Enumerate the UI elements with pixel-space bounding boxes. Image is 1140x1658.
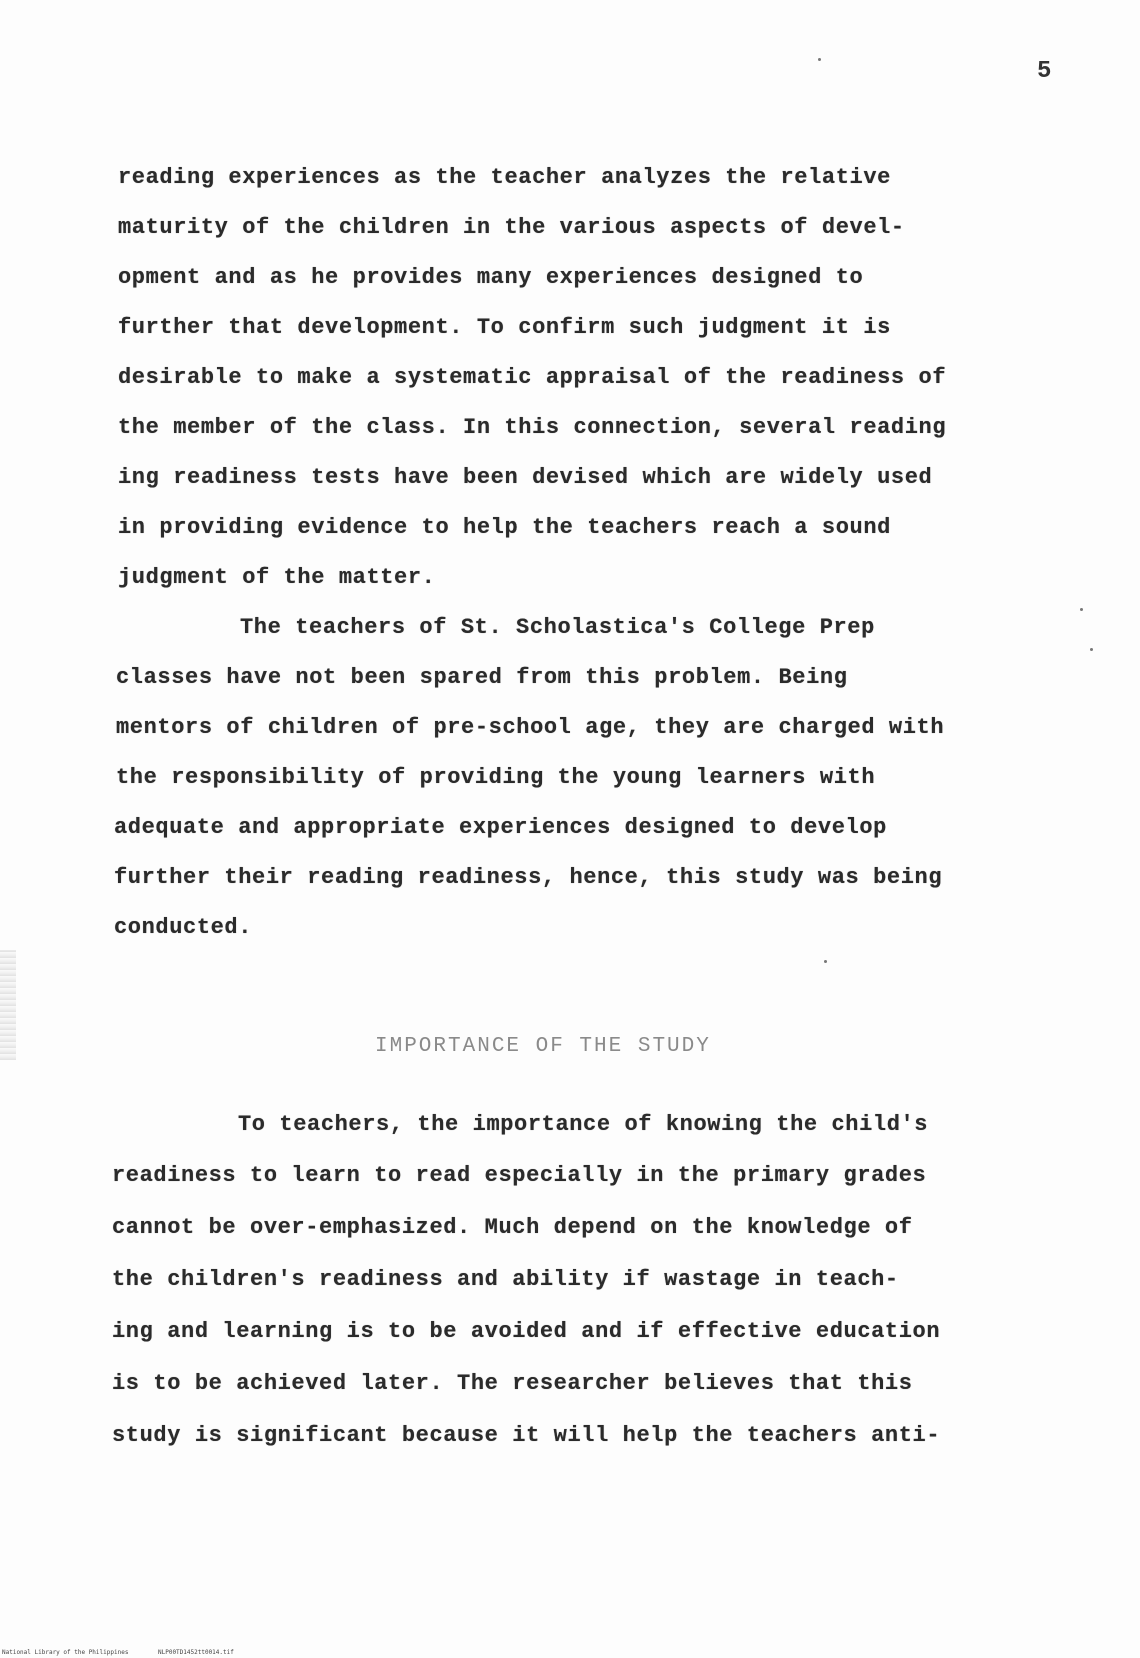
scan-speck xyxy=(1080,608,1083,611)
paragraph-2-line-7: conducted. xyxy=(114,915,253,940)
paragraph-1-line-4: further that development. To confirm such judgment it is xyxy=(118,315,891,340)
paragraph-3-line-1: To teachers, the importance of knowing the child's xyxy=(238,1112,929,1137)
paragraph-2-line-2: classes have not been spared from this problem. Being xyxy=(116,665,848,690)
paragraph-1-line-5: desirable to make a systematic appraisal of the readiness of xyxy=(118,365,947,390)
paragraph-3-line-7: study is significant because it will help the teachers anti- xyxy=(112,1423,941,1448)
paragraph-1-line-8: in providing evidence to help the teachers reach a sound xyxy=(118,515,891,540)
paragraph-3-line-4: the children's readiness and ability if wastage in teach- xyxy=(112,1267,899,1292)
scan-speck xyxy=(1090,648,1093,651)
paragraph-3-line-6: is to be achieved later. The researcher believes that this xyxy=(112,1371,913,1396)
paragraph-1-line-1: reading experiences as the teacher analyzes the relative xyxy=(118,165,891,190)
scan-edge-artifact xyxy=(0,950,16,1060)
paragraph-3-line-5: ing and learning is to be avoided and if effective education xyxy=(112,1319,941,1344)
section-heading: IMPORTANCE OF THE STUDY xyxy=(375,1035,711,1058)
footer-library: National Library of the Philippines xyxy=(2,1649,129,1656)
paragraph-2-line-4: the responsibility of providing the young learners with xyxy=(116,765,876,790)
paragraph-1-line-9: judgment of the matter. xyxy=(118,565,436,590)
paragraph-1-line-6: the member of the class. In this connection, several reading xyxy=(118,415,947,440)
footer-filename: NLP00TD1452tt0014.tif xyxy=(158,1649,234,1656)
paragraph-2-line-3: mentors of children of pre-school age, they are charged with xyxy=(116,715,945,740)
scan-speck xyxy=(824,960,827,963)
paragraph-3-line-2: readiness to learn to read especially in the primary grades xyxy=(112,1163,927,1188)
paragraph-2-line-5: adequate and appropriate experiences designed to develop xyxy=(114,815,887,840)
paragraph-1-line-3: opment and as he provides many experiences designed to xyxy=(118,265,864,290)
paragraph-1-line-2: maturity of the children in the various aspects of devel- xyxy=(118,215,905,240)
paragraph-2-line-1: The teachers of St. Scholastica's College Prep xyxy=(240,615,875,640)
paragraph-1-line-7: ing readiness tests have been devised which are widely used xyxy=(118,465,933,490)
paragraph-3-line-3: cannot be over-emphasized. Much depend on the knowledge of xyxy=(112,1215,913,1240)
page-number: 5 xyxy=(1037,58,1052,85)
paragraph-2-line-6: further their reading readiness, hence, this study was being xyxy=(114,865,943,890)
scan-speck xyxy=(818,58,821,61)
